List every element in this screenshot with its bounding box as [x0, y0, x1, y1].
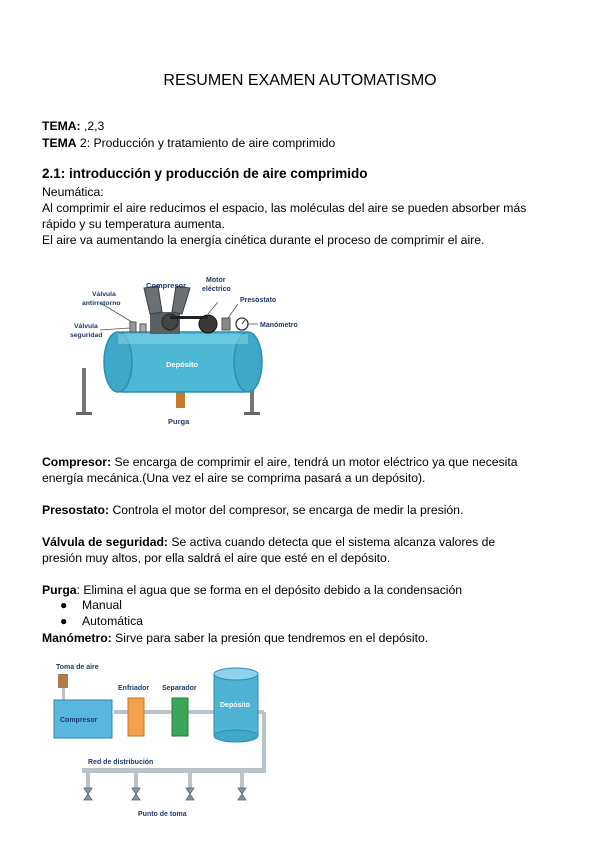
label-separador: Separador — [162, 685, 197, 692]
label-deposito-2: Depósito — [220, 702, 250, 709]
tema-value-1: ,2,3 — [80, 119, 105, 133]
paragraph-2: El aire va aumentando la energía cinética durante el proceso de comprimir el aire. — [42, 233, 485, 247]
tema-label-1: TEMA: — [42, 119, 81, 133]
bullet-icon: ● — [60, 614, 68, 628]
label-purga: Purga — [168, 417, 190, 426]
label-enfriador: Enfriador — [118, 685, 150, 692]
valvula-antirretorno-device — [130, 322, 136, 332]
valve-icons — [84, 788, 246, 800]
term-purga: Purga — [42, 583, 77, 597]
def-compresor-line-2: energía mecánica.(Una vez el aire se comprima pasará a un depósito). — [42, 471, 426, 485]
label-manometro: Manómetro — [260, 322, 298, 329]
valvula-seguridad-device — [140, 324, 146, 332]
distribution-pipe — [82, 768, 266, 773]
label-compresor-2: Compresor — [60, 717, 98, 724]
def-compresor-line-1: Compresor: Se encarga de comprimir el aire, tendrá un motor eléctrico ya que necesita — [42, 455, 518, 469]
enfriador-box — [128, 698, 144, 736]
section-subheading: Neumática: — [42, 185, 104, 199]
label-valvula-anti-1: Válvula — [92, 291, 116, 298]
term-compresor: Compresor: — [42, 455, 112, 469]
def-valvula-line-2: presión muy altos, por ella saldrá el aire que esté en el depósito. — [42, 551, 391, 565]
def-manometro: Manómetro: Sirve para saber la presión que tendremos en el depósito. — [42, 631, 429, 645]
paragraph-1-line-1: Al comprimir el aire reducimos el espacio, las moléculas del aire se pueden absorber más — [42, 201, 527, 215]
term-presostato: Presostato: — [42, 503, 110, 517]
label-punto: Punto de toma — [138, 811, 187, 818]
tema-label-2: TEMA — [42, 136, 77, 150]
bullet-icon: ● — [60, 598, 68, 612]
term-manometro: Manómetro: — [42, 631, 112, 645]
toma-aire-box — [58, 674, 68, 688]
label-valvula-seg-1: Válvula — [74, 323, 98, 330]
label-motor-2: eléctrico — [202, 286, 231, 293]
paragraph-1-line-2: rápido y su temperatura aumenta. — [42, 217, 225, 231]
def-valvula-line-1: Válvula de seguridad: Se activa cuando detecta que el sistema alcanza valores de — [42, 535, 496, 549]
label-valvula-anti-2: antirretorno — [82, 300, 121, 307]
air-line-diagram — [38, 660, 288, 820]
label-deposito: Depósito — [166, 360, 199, 369]
def-purga: Purga: Elimina el agua que se forma en el depósito debido a la condensación — [42, 583, 463, 597]
label-presostato: Presostato — [240, 297, 277, 304]
compressor-tank-diagram — [58, 268, 320, 434]
label-compresor: Compresor — [146, 281, 187, 290]
def-presostato: Presostato: Controla el motor del compresor, se encarga de medir la presión. — [42, 503, 464, 517]
tema-line-2 — [42, 135, 335, 151]
label-toma-aire: Toma de aire — [56, 664, 99, 671]
tema-line-1 — [42, 118, 104, 134]
list-item: ● Manual — [60, 598, 122, 612]
label-red: Red de distribución — [88, 759, 154, 766]
page-title: RESUMEN EXAMEN AUTOMATISMO — [163, 72, 437, 89]
separador-box — [172, 698, 188, 736]
tank-leg-left — [82, 368, 86, 414]
term-valvula: Válvula de seguridad: — [42, 535, 168, 549]
tema-value-2: 2: Producción y tratamiento de aire comprimido — [76, 136, 336, 150]
section-heading: 2.1: introducción y producción de aire comprimido — [42, 166, 368, 181]
presostato-device — [222, 318, 230, 330]
label-motor-1: Motor — [206, 277, 226, 284]
list-item: ● Automática — [60, 614, 143, 628]
label-valvula-seg-2: seguridad — [70, 332, 103, 339]
